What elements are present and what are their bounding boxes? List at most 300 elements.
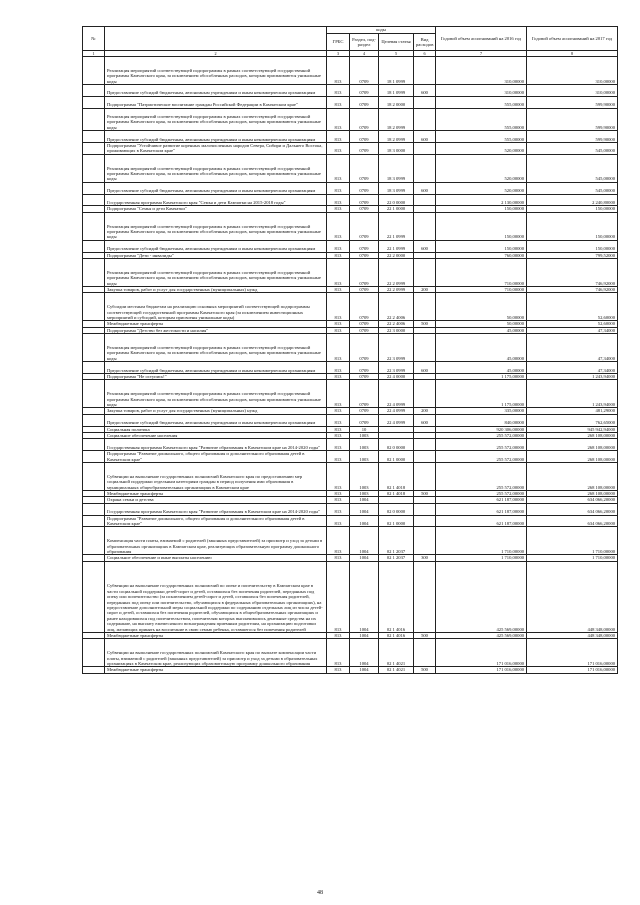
target-article-cell: 18 3 0999	[379, 182, 414, 194]
grbs-code-cell: 813	[327, 491, 350, 497]
section-code-cell: 0709	[350, 212, 379, 240]
amount-2016-cell: 621 187,00000	[436, 497, 527, 503]
target-article-cell: 22 2 0999	[379, 287, 414, 293]
row-name-cell: Реализация мероприятий соответствующей подпрограммы в рамках соответствующей государственной программы Камчатского края, за исключением обособленных расходов, которым присваиваются уникальные коды	[105, 334, 327, 362]
amount-2016-cell: 710,00000	[436, 287, 527, 293]
section-code-cell: 1004	[350, 515, 379, 527]
col-number: 5	[379, 51, 414, 57]
grbs-code-cell: 813	[327, 414, 350, 426]
row-name-cell: Подпрограмма "Детство без жестокости и насилия"	[105, 327, 327, 333]
expense-type-cell: 600	[414, 182, 436, 194]
amount-2017-cell: 268 108,00000	[527, 491, 618, 497]
target-article-cell: 02 1 4021	[379, 639, 414, 667]
table-row	[83, 57, 618, 85]
row-name-cell: Предоставление субсидий бюджетным, автономным учреждениям и иным некоммерческим организациям	[105, 240, 327, 252]
section-code-cell: 1003	[350, 439, 379, 451]
row-name-cell: Предоставление субсидий бюджетным, автономным учреждениям и иным некоммерческим организациям	[105, 85, 327, 97]
amount-2016-cell: 255 572,00000	[436, 451, 527, 463]
amount-2017-cell: 171 016,00000	[527, 667, 618, 673]
amount-2017-cell: 2 240,80000	[527, 194, 618, 206]
amount-2016-cell: 45,00000	[436, 362, 527, 374]
amount-2017-cell: 634 066,20000	[527, 515, 618, 527]
header-name	[105, 27, 327, 51]
row-number-cell	[83, 362, 105, 374]
row-number-cell	[83, 334, 105, 362]
col-number: 3	[327, 51, 350, 57]
amount-2017-cell: 52,60000	[527, 293, 618, 321]
amount-2016-cell: 255 572,00000	[436, 439, 527, 451]
grbs-code-cell: 813	[327, 380, 350, 408]
amount-2016-cell: 920 306,00000	[436, 426, 527, 432]
header-grbs: ГРБС	[327, 34, 350, 51]
grbs-code-cell: 813	[327, 85, 350, 97]
row-number-cell	[83, 380, 105, 408]
section-code-cell: 0709	[350, 293, 379, 321]
table-row	[83, 142, 618, 154]
section-code-cell: 1003	[350, 451, 379, 463]
row-name-cell: Подпрограмма "Не оступись!"	[105, 374, 327, 380]
grbs-code-cell: 813	[327, 667, 350, 673]
amount-2016-cell: 840,00000	[436, 414, 527, 426]
section-code-cell: 1004	[350, 633, 379, 639]
row-number-cell	[83, 503, 105, 515]
table-row	[83, 451, 618, 463]
row-name-cell: Подпрограмма "Патриотическое воспитание граждан Российской Федерации в Камчатском крае"	[105, 96, 327, 108]
amount-2017-cell: 545,00000	[527, 154, 618, 182]
row-name-cell: Государственная программа Камчатского края "Развитие образования в Камчатском крае на 2014-2020 годы"	[105, 439, 327, 451]
amount-2016-cell: 255 572,00000	[436, 491, 527, 497]
target-article-cell: 18 2 0999	[379, 131, 414, 143]
section-code-cell: 0709	[350, 327, 379, 333]
target-article-cell: 22 4 0999	[379, 380, 414, 408]
amount-2016-cell: 760,00000	[436, 252, 527, 258]
amount-2017-cell: 150,00000	[527, 240, 618, 252]
grbs-code-cell: 813	[327, 639, 350, 667]
amount-2017-cell: 310,00000	[527, 57, 618, 85]
target-article-cell: 02 1 4018	[379, 463, 414, 491]
expense-type-cell: 600	[414, 414, 436, 426]
row-number-cell	[83, 527, 105, 555]
grbs-code-cell: 813	[327, 293, 350, 321]
row-number-cell	[83, 451, 105, 463]
row-name-cell: Предоставление субсидий бюджетным, автономным учреждениям и иным некоммерческим организациям	[105, 182, 327, 194]
expense-type-cell	[414, 527, 436, 555]
row-number-cell	[83, 194, 105, 206]
amount-2017-cell: 762,65000	[527, 414, 618, 426]
amount-2016-cell: 50,00000	[436, 321, 527, 327]
row-name-cell: Межбюджетные трансферты	[105, 321, 327, 327]
target-article-cell: 22 2 0999	[379, 259, 414, 287]
target-article-cell: 22 4 0000	[379, 374, 414, 380]
amount-2017-cell: 268 108,00000	[527, 433, 618, 439]
amount-2017-cell: 448 348,00000	[527, 633, 618, 639]
row-number-cell	[83, 182, 105, 194]
amount-2016-cell: 171 016,00000	[436, 667, 527, 673]
amount-2017-cell: 47,34000	[527, 362, 618, 374]
amount-2016-cell: 45,00000	[436, 327, 527, 333]
header-num: №	[83, 27, 105, 51]
section-code-cell: 0709	[350, 142, 379, 154]
amount-2017-cell: 1 710,00000	[527, 527, 618, 555]
section-code-cell: 1004	[350, 667, 379, 673]
expense-type-cell	[414, 194, 436, 206]
section-code-cell: 0709	[350, 414, 379, 426]
row-name-cell: Социальное обеспечение и иные выплаты населению	[105, 555, 327, 561]
grbs-code-cell: 813	[327, 633, 350, 639]
row-number-cell	[83, 142, 105, 154]
grbs-code-cell: 813	[327, 212, 350, 240]
budget-rows	[83, 57, 618, 674]
section-code-cell: 0709	[350, 154, 379, 182]
page-number: 48	[317, 890, 323, 896]
target-article-cell: 22 3 0999	[379, 334, 414, 362]
amount-2017-cell: 545,00000	[527, 142, 618, 154]
amount-2017-cell: 150,00000	[527, 212, 618, 240]
amount-2016-cell: 710,00000	[436, 259, 527, 287]
section-code-cell: 0709	[350, 408, 379, 414]
budget-sheet	[82, 26, 617, 674]
grbs-code-cell: 813	[327, 327, 350, 333]
expense-type-cell	[414, 57, 436, 85]
row-name-cell: Подпрограмма "Семья и дети Камчатки"	[105, 206, 327, 212]
row-name-cell: Межбюджетные трансферты	[105, 491, 327, 497]
row-name-cell: Предоставление субсидий бюджетным, автономным учреждениям и иным некоммерческим организациям	[105, 131, 327, 143]
section-code-cell: 0709	[350, 85, 379, 97]
row-name-cell: Межбюджетные трансферты	[105, 633, 327, 639]
grbs-code-cell: 813	[327, 252, 350, 258]
amount-2016-cell: 520,00000	[436, 182, 527, 194]
row-name-cell: Компенсация части платы, взимаемой с родителей (законных представителей) за присмотр и уход за детьми в образовательных организациях в Камчатском крае, реализующих образовательную программу дошкольного образования	[105, 527, 327, 555]
row-number-cell	[83, 515, 105, 527]
table-row	[83, 293, 618, 321]
section-code-cell: 0709	[350, 334, 379, 362]
row-name-cell: Государственная программа Камчатского края "Семья и дети Камчатки на 2015-2018 годы"	[105, 194, 327, 206]
grbs-code-cell: 813	[327, 426, 350, 432]
col-number: 1	[83, 51, 105, 57]
header-razdel: Раздел, под- раздел	[350, 34, 379, 51]
row-name-cell: Социальная политика	[105, 426, 327, 432]
table-row	[83, 108, 618, 131]
amount-2016-cell: 555,00000	[436, 131, 527, 143]
row-number-cell	[83, 639, 105, 667]
target-article-cell: 22 3 0999	[379, 362, 414, 374]
section-code-cell: 0709	[350, 194, 379, 206]
grbs-code-cell: 813	[327, 240, 350, 252]
target-article-cell: 22 2 4006	[379, 321, 414, 327]
expense-type-cell	[414, 380, 436, 408]
grbs-code-cell: 813	[327, 57, 350, 85]
section-code-cell: 1004	[350, 555, 379, 561]
amount-2016-cell: 555,00000	[436, 96, 527, 108]
amount-2017-cell: 47,34000	[527, 334, 618, 362]
amount-2016-cell: 1 710,00000	[436, 527, 527, 555]
table-row	[83, 362, 618, 374]
grbs-code-cell: 813	[327, 515, 350, 527]
header-codes: коды	[327, 27, 436, 34]
expense-type-cell: 500	[414, 321, 436, 327]
target-article-cell: 22 3 0000	[379, 327, 414, 333]
expense-type-cell: 600	[414, 85, 436, 97]
section-code-cell: 0709	[350, 374, 379, 380]
amount-2017-cell: 599,90000	[527, 131, 618, 143]
expense-type-cell	[414, 451, 436, 463]
expense-type-cell: 600	[414, 240, 436, 252]
row-number-cell	[83, 57, 105, 85]
grbs-code-cell: 813	[327, 439, 350, 451]
target-article-cell: 02 0 0000	[379, 439, 414, 451]
target-article-cell: 02 1 4016	[379, 633, 414, 639]
row-number-cell	[83, 108, 105, 131]
expense-type-cell: 600	[414, 131, 436, 143]
row-name-cell: Реализация мероприятий соответствующей подпрограммы в рамках соответствующей государственной программы Камчатского края, за исключением обособленных расходов, которым присваиваются уникальные коды	[105, 108, 327, 131]
section-code-cell: 0709	[350, 206, 379, 212]
section-code-cell: 1003	[350, 463, 379, 491]
amount-2017-cell: 448 348,00000	[527, 561, 618, 632]
amount-2016-cell: 255 572,00000	[436, 433, 527, 439]
amount-2017-cell: 599,90000	[527, 96, 618, 108]
grbs-code-cell: 813	[327, 362, 350, 374]
row-number-cell	[83, 212, 105, 240]
section-code-cell: 0709	[350, 182, 379, 194]
amount-2016-cell: 555,00000	[436, 108, 527, 131]
row-name-cell: Межбюджетные трансферты	[105, 667, 327, 673]
table-row	[83, 96, 618, 108]
expense-type-cell	[414, 439, 436, 451]
col-number: 6	[414, 51, 436, 57]
row-name-cell: Предоставление субсидий бюджетным, автономным учреждениям и иным некоммерческим организациям	[105, 414, 327, 426]
amount-2016-cell: 150,00000	[436, 240, 527, 252]
table-row	[83, 182, 618, 194]
target-article-cell: 22 4 0999	[379, 408, 414, 414]
target-article-cell: 22 0 0000	[379, 194, 414, 206]
amount-2016-cell: 520,00000	[436, 154, 527, 182]
row-number-cell	[83, 259, 105, 287]
target-article-cell: 22 1 0000	[379, 206, 414, 212]
row-name-cell: Закупка товаров, работ и услуг для государственных (муниципальных) нужд	[105, 408, 327, 414]
amount-2016-cell: 520,00000	[436, 142, 527, 154]
row-number-cell	[83, 240, 105, 252]
grbs-code-cell: 813	[327, 451, 350, 463]
grbs-code-cell: 813	[327, 374, 350, 380]
expense-type-cell: 500	[414, 633, 436, 639]
row-number-cell	[83, 414, 105, 426]
target-article-cell: 22 2 4006	[379, 293, 414, 321]
section-code-cell: 0709	[350, 240, 379, 252]
table-row	[83, 131, 618, 143]
expense-type-cell	[414, 96, 436, 108]
row-number-cell	[83, 85, 105, 97]
target-article-cell: 02 1 4016	[379, 561, 414, 632]
amount-2016-cell: 2 130,00000	[436, 194, 527, 206]
expense-type-cell: 200	[414, 408, 436, 414]
table-row	[83, 527, 618, 555]
section-code-cell: 0709	[350, 57, 379, 85]
table-row	[83, 439, 618, 451]
amount-2017-cell: 746,92000	[527, 287, 618, 293]
amount-2017-cell: 599,90000	[527, 108, 618, 131]
amount-2017-cell: 1 243,94000	[527, 380, 618, 408]
table-row	[83, 639, 618, 667]
grbs-code-cell: 813	[327, 433, 350, 439]
section-code-cell: 1004	[350, 497, 379, 503]
target-article-cell: 18 1 0999	[379, 57, 414, 85]
section-code-cell: 0709	[350, 108, 379, 131]
section-code-cell: 1004	[350, 561, 379, 632]
section-code-cell: 1003	[350, 433, 379, 439]
target-article-cell: 02 1 0000	[379, 451, 414, 463]
target-article-cell: 02 1 4021	[379, 667, 414, 673]
expense-type-cell	[414, 293, 436, 321]
target-article-cell: 02 1 4018	[379, 491, 414, 497]
amount-2017-cell: 310,00000	[527, 85, 618, 97]
target-article-cell: 22 1 0999	[379, 212, 414, 240]
amount-2016-cell: 150,00000	[436, 212, 527, 240]
section-code-cell: 0709	[350, 287, 379, 293]
header-2017: Годовой объем ассигнований на 2017 год	[527, 27, 618, 51]
amount-2016-cell: 425 569,00000	[436, 561, 527, 632]
expense-type-cell: 200	[414, 287, 436, 293]
amount-2016-cell: 50,00000	[436, 293, 527, 321]
grbs-code-cell: 813	[327, 561, 350, 632]
grbs-code-cell: 813	[327, 194, 350, 206]
grbs-code-cell: 813	[327, 287, 350, 293]
amount-2016-cell: 310,00000	[436, 57, 527, 85]
row-name-cell: Государственная программа Камчатского края "Развитие образования в Камчатском крае на 2014-2020 годы"	[105, 503, 327, 515]
row-number-cell	[83, 463, 105, 491]
amount-2016-cell: 255 572,00000	[436, 463, 527, 491]
amount-2017-cell: 634 066,20000	[527, 503, 618, 515]
target-article-cell: 02 1 2037	[379, 527, 414, 555]
expense-type-cell: 300	[414, 555, 436, 561]
row-number-cell	[83, 154, 105, 182]
table-row	[83, 667, 618, 673]
expense-type-cell	[414, 212, 436, 240]
row-name-cell: Предоставление субсидий бюджетным, автономным учреждениям и иным некоммерческим организациям	[105, 362, 327, 374]
grbs-code-cell: 813	[327, 497, 350, 503]
row-name-cell: Подпрограмма "Дети - инвалиды"	[105, 252, 327, 258]
col-number: 2	[105, 51, 327, 57]
col-number: 7	[436, 51, 527, 57]
amount-2016-cell: 310,00000	[436, 85, 527, 97]
expense-type-cell	[414, 639, 436, 667]
target-article-cell: 22 4 0999	[379, 414, 414, 426]
amount-2017-cell: 171 016,00000	[527, 639, 618, 667]
amount-2017-cell: 545,00000	[527, 182, 618, 194]
row-name-cell: Субсидии местным бюджетам на реализацию основных мероприятий соответствующей подпрограммы соответствующей государственной программы Камчатского края (за исключением инвестиционных мероприятий и субсидий, которым присвоены уникальные коды)	[105, 293, 327, 321]
grbs-code-cell: 813	[327, 408, 350, 414]
grbs-code-cell: 813	[327, 96, 350, 108]
grbs-code-cell: 813	[327, 259, 350, 287]
grbs-code-cell: 813	[327, 154, 350, 182]
row-name-cell: Реализация мероприятий соответствующей подпрограммы в рамках соответствующей государственной программы Камчатского края, за исключением обособленных расходов, которым присваиваются уникальные коды	[105, 212, 327, 240]
target-article-cell: 22 1 0999	[379, 240, 414, 252]
expense-type-cell	[414, 154, 436, 182]
table-row	[83, 515, 618, 527]
section-code-cell: 0709	[350, 362, 379, 374]
section-code-cell: 1003	[350, 491, 379, 497]
section-code-cell: 0709	[350, 321, 379, 327]
row-number-cell	[83, 667, 105, 673]
amount-2017-cell: 150,00000	[527, 206, 618, 212]
row-name-cell: Реализация мероприятий соответствующей подпрограммы в рамках соответствующей государственной программы Камчатского края, за исключением обособленных расходов, которым присваиваются уникальные коды	[105, 380, 327, 408]
table-row	[83, 334, 618, 362]
amount-2017-cell: 634 066,20000	[527, 497, 618, 503]
row-name-cell: Закупка товаров, работ и услуг для государственных (муниципальных) нужд	[105, 287, 327, 293]
header-2016: Годовой объем ассигнований на 2016 год	[436, 27, 527, 51]
row-number-cell	[83, 131, 105, 143]
section-code-cell: 0709	[350, 131, 379, 143]
table-row	[83, 561, 618, 632]
grbs-code-cell: 813	[327, 463, 350, 491]
grbs-code-cell: 813	[327, 108, 350, 131]
expense-type-cell: 500	[414, 491, 436, 497]
row-name-cell: Подпрограмма "Развитие дошкольного, общего образования и дополнительного образования детей в Камчатском крае"	[105, 451, 327, 463]
amount-2016-cell: 171 016,00000	[436, 639, 527, 667]
target-article-cell: 02 0 0000	[379, 503, 414, 515]
grbs-code-cell: 813	[327, 142, 350, 154]
row-name-cell: Охрана семьи и детства	[105, 497, 327, 503]
target-article-cell: 18 2 0000	[379, 96, 414, 108]
section-code-cell: 1004	[350, 503, 379, 515]
grbs-code-cell: 813	[327, 555, 350, 561]
table-row	[83, 194, 618, 206]
grbs-code-cell: 813	[327, 131, 350, 143]
amount-2017-cell: 945 942,94000	[527, 426, 618, 432]
target-article-cell: 18 2 0999	[379, 108, 414, 131]
amount-2017-cell: 746,92000	[527, 259, 618, 287]
table-row	[83, 503, 618, 515]
amount-2017-cell: 268 108,00000	[527, 463, 618, 491]
section-code-cell: 0709	[350, 96, 379, 108]
amount-2017-cell: 268 108,00000	[527, 439, 618, 451]
amount-2017-cell: 1 243,94000	[527, 374, 618, 380]
row-name-cell: Субвенции на выполнение государственных полномочий Камчатского края по предоставлению мер социальной поддержки отдельным категориям граждан в период получения ими образования в муниципальных общеобразовательных организациях в Камчатском крае	[105, 463, 327, 491]
grbs-code-cell: 813	[327, 321, 350, 327]
target-article-cell: 02 1 2037	[379, 555, 414, 561]
amount-2017-cell: 52,60000	[527, 321, 618, 327]
row-number-cell	[83, 439, 105, 451]
row-name-cell: Реализация мероприятий соответствующей подпрограммы в рамках соответствующей государственной программы Камчатского края, за исключением обособленных расходов, которым присваиваются уникальные коды	[105, 259, 327, 287]
col-number: 8	[527, 51, 618, 57]
target-article-cell: 18 3 0999	[379, 154, 414, 182]
header-cs: Целевая статья	[379, 34, 414, 51]
target-article-cell: 02 1 0000	[379, 515, 414, 527]
expense-type-cell	[414, 108, 436, 131]
amount-2016-cell: 335,00000	[436, 408, 527, 414]
row-name-cell: Подпрограмма "Развитие дошкольного, общего образования и дополнительного образования детей в Камчатском крае"	[105, 515, 327, 527]
grbs-code-cell: 813	[327, 527, 350, 555]
expense-type-cell	[414, 561, 436, 632]
row-number-cell	[83, 293, 105, 321]
amount-2017-cell: 47,34000	[527, 327, 618, 333]
grbs-code-cell: 813	[327, 503, 350, 515]
row-name-cell: Реализация мероприятий соответствующей подпрограммы в рамках соответствующей государственной программы Камчатского края, за исключением обособленных расходов, которым присваиваются уникальные коды	[105, 57, 327, 85]
amount-2016-cell: 621 187,00000	[436, 503, 527, 515]
amount-2017-cell: 1 710,00000	[527, 555, 618, 561]
section-code-cell: 10	[350, 426, 379, 432]
row-number-cell	[83, 561, 105, 632]
expense-type-cell	[414, 463, 436, 491]
table-row	[83, 414, 618, 426]
target-article-cell: 22 2 0000	[379, 252, 414, 258]
row-number-cell	[83, 96, 105, 108]
amount-2016-cell: 150,00000	[436, 206, 527, 212]
expense-type-cell	[414, 503, 436, 515]
section-code-cell: 1004	[350, 527, 379, 555]
target-article-cell: 18 3 0000	[379, 142, 414, 154]
target-article-cell: 18 1 0999	[379, 85, 414, 97]
expense-type-cell: 600	[414, 362, 436, 374]
